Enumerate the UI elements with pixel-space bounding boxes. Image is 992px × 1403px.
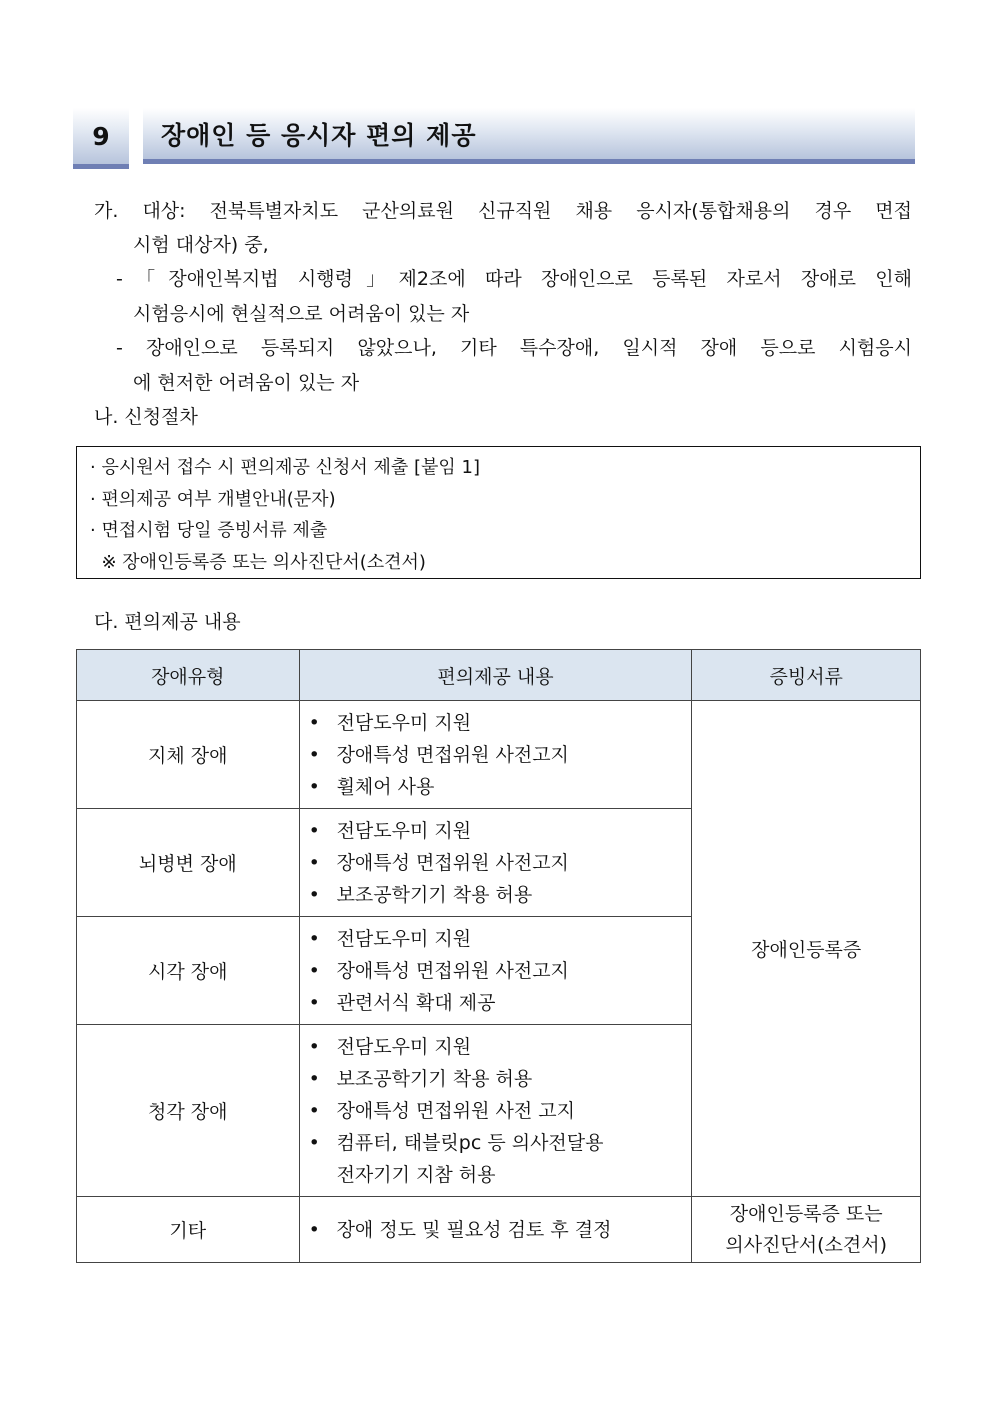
disability-type: 뇌병변 장애 — [77, 809, 300, 917]
section-header — [73, 108, 915, 169]
content-cell — [299, 917, 692, 1025]
target-line-2: 시험 대상자) 중, — [133, 234, 269, 256]
list-item-text: • 컴퓨터, 태블릿pc 등 의사전달용 — [336, 1131, 604, 1154]
table-row — [77, 1197, 921, 1263]
header-proof: 증빙서류 — [692, 650, 921, 701]
table-header-row — [77, 650, 921, 701]
procedure-item: · 편의제공 여부 개별안내(문자) — [90, 488, 336, 510]
list-item: • 장애 정도 및 필요성 검토 후 결정 — [300, 1214, 692, 1246]
disability-type: 청각 장애 — [77, 1025, 300, 1197]
list-item: • 전담도우미 지원 — [300, 707, 692, 739]
header-type: 장애유형 — [77, 650, 300, 701]
procedure-item: · 응시원서 접수 시 편의제공 신청서 제출 [붙임 1] — [90, 457, 480, 478]
disability-type: 지체 장애 — [77, 701, 300, 809]
list-item: • 전담도우미 지원 — [300, 815, 692, 847]
proof-cell-other — [692, 1197, 921, 1263]
header-content: 편의제공 내용 — [299, 650, 692, 701]
table-row — [77, 701, 921, 809]
proof-line: 장애인등록증 또는 — [729, 1202, 883, 1225]
target-line-1: 가. 대상: 전북특별자치도 군산의료원 신규직원 채용 응시자(통합채용의 경우 면접 — [94, 200, 912, 222]
disability-type: 시각 장애 — [77, 917, 300, 1025]
list-item — [300, 1127, 692, 1191]
target-item-1-line-2: 시험응시에 현실적으로 어려움이 있는 자 — [133, 303, 470, 325]
procedure-heading: 나. 신청절차 — [94, 406, 198, 428]
accommodation-table — [76, 649, 921, 1263]
list-item: • 보조공학기기 착용 허용 — [300, 879, 692, 911]
target-item-2-line-1: - 장애인으로 등록되지 않았으나, 기타 특수장애, 일시적 장애 등으로 시험응시 — [116, 337, 912, 359]
list-item: • 장애특성 면접위원 사전고지 — [300, 847, 692, 879]
list-item: • 전담도우미 지원 — [300, 923, 692, 955]
list-item: • 장애특성 면접위원 사전 고지 — [300, 1095, 692, 1127]
section-title: 장애인 등 응시자 편의 제공 — [143, 108, 915, 164]
disability-type: 기타 — [77, 1197, 300, 1263]
content-cell — [299, 701, 692, 809]
list-item: • 장애특성 면접위원 사전고지 — [300, 955, 692, 987]
list-item: • 장애특성 면접위원 사전고지 — [300, 739, 692, 771]
target-item-2-line-2: 에 현저한 어려움이 있는 자 — [133, 372, 360, 394]
list-item: • 전담도우미 지원 — [300, 1031, 692, 1063]
proof-cell: 장애인등록증 — [692, 701, 921, 1197]
content-heading: 다. 편의제공 내용 — [94, 611, 241, 633]
list-item: • 관련서식 확대 제공 — [300, 987, 692, 1019]
content-cell — [299, 1025, 692, 1197]
procedure-box — [76, 446, 921, 579]
content-cell — [299, 1197, 692, 1263]
content-cell — [299, 809, 692, 917]
target-item-1-line-1: -「장애인복지법 시행령」제2조에 따라 장애인으로 등록된 자로서 장애로 인해 — [116, 268, 912, 290]
section-number: 9 — [73, 108, 129, 169]
list-item: • 휠체어 사용 — [300, 771, 692, 803]
procedure-item: · 면접시험 당일 증빙서류 제출 — [90, 520, 328, 541]
list-item: • 보조공학기기 착용 허용 — [300, 1063, 692, 1095]
list-item-continuation: 전자기기 지참 허용 — [336, 1163, 496, 1186]
procedure-note: ※ 장애인등록증 또는 의사진단서(소견서) — [90, 551, 426, 573]
proof-line: 의사진단서(소견서) — [725, 1233, 888, 1256]
